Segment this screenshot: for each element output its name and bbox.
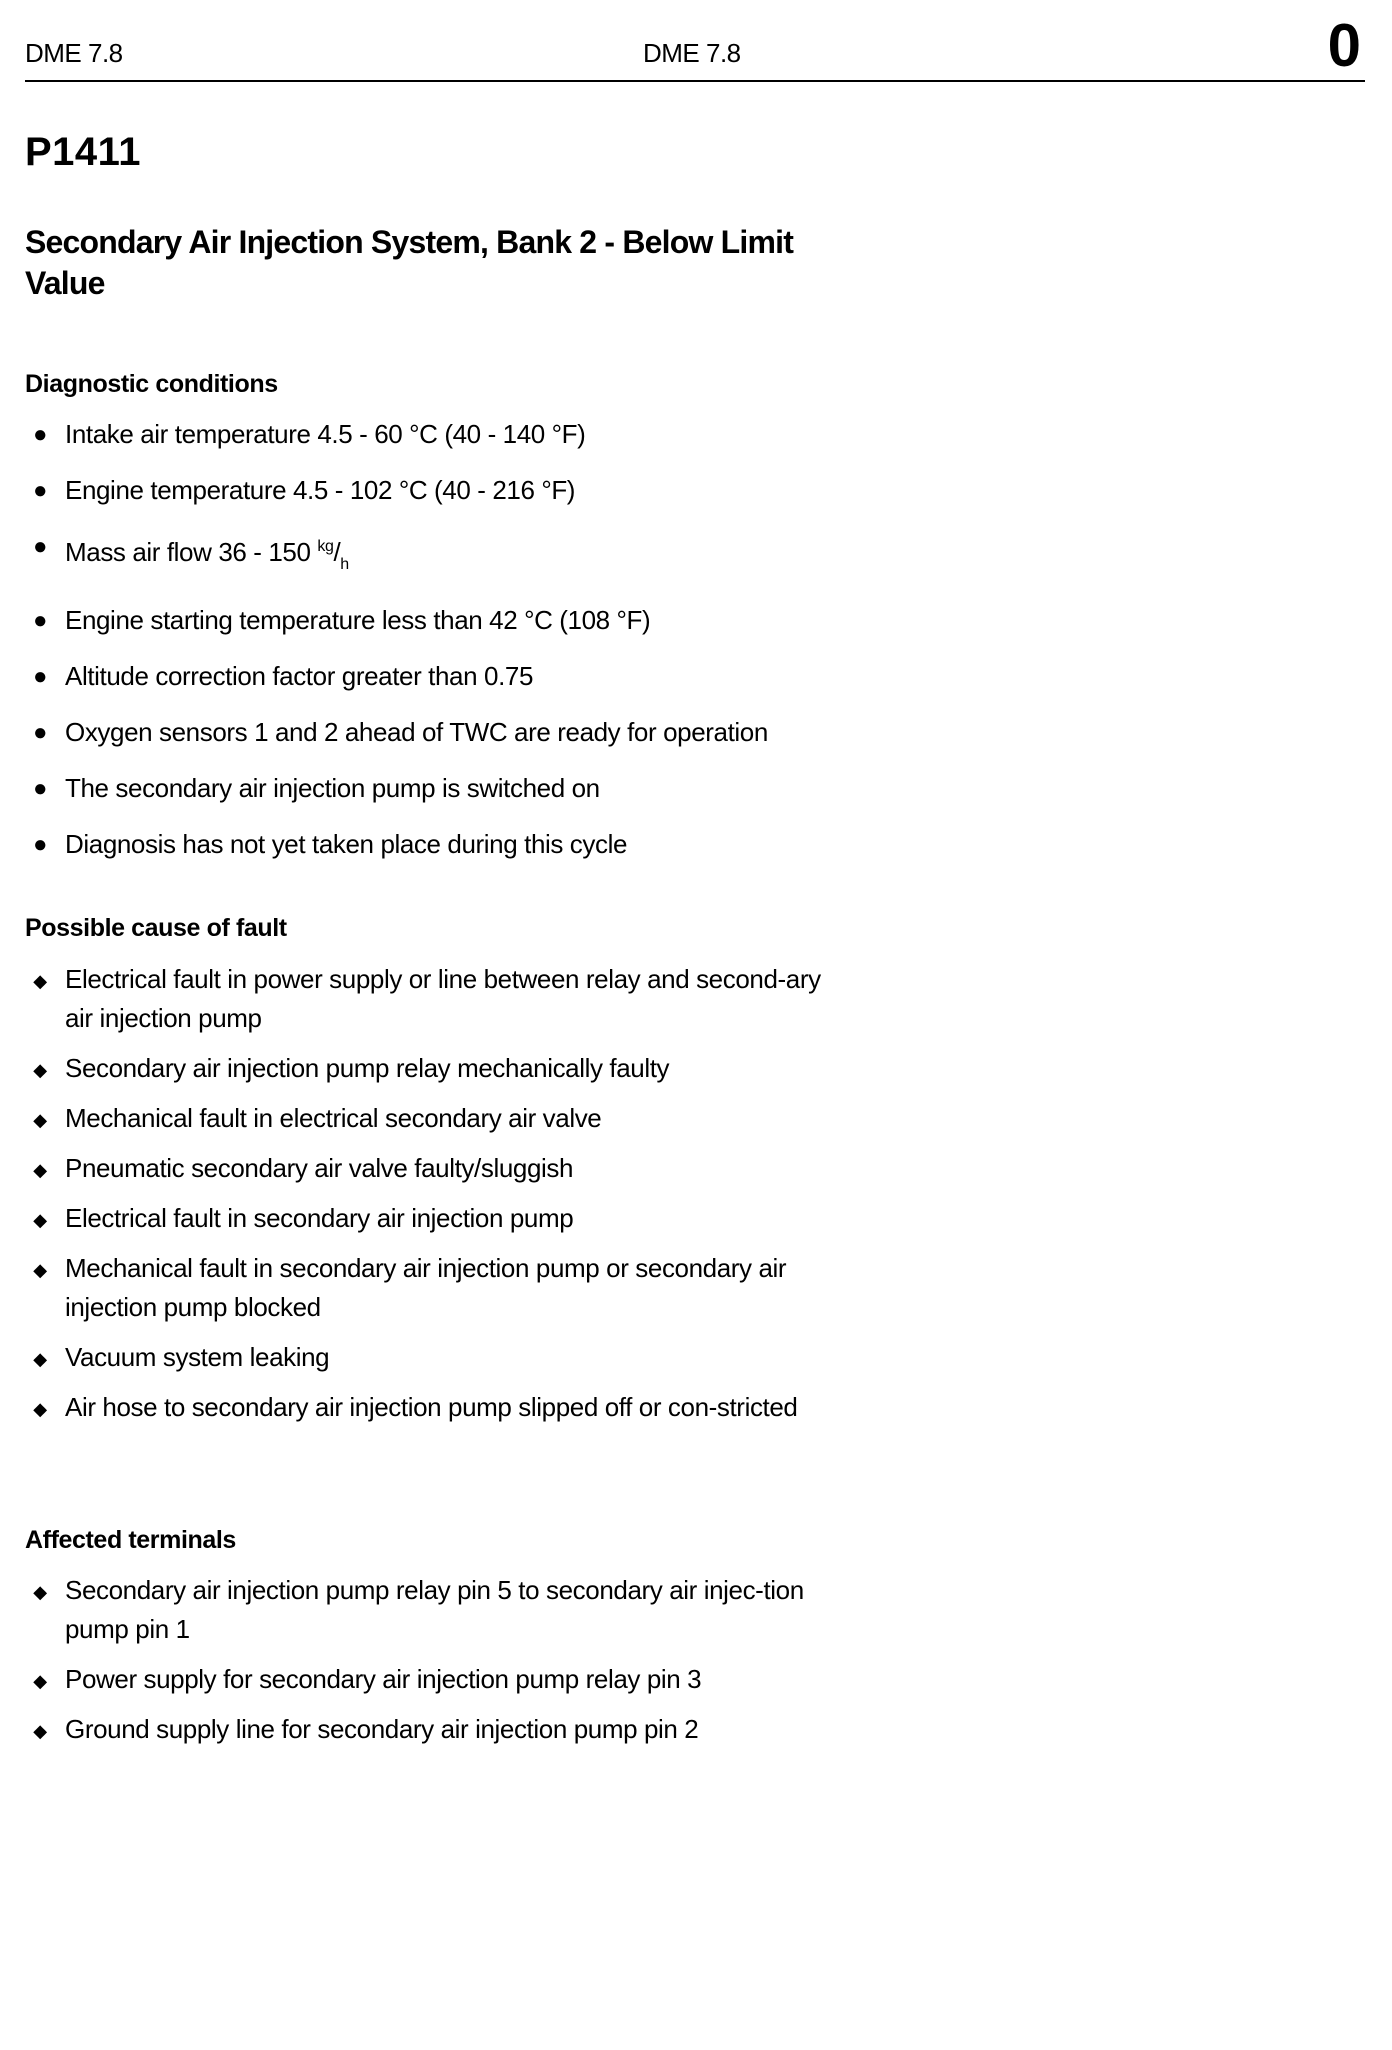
list-item <box>25 1099 825 1138</box>
list-item-text: Electrical fault in power supply or line between relay and second-ary air injection pump <box>65 964 821 1033</box>
diagnostic-conditions-list <box>25 415 825 881</box>
list-item <box>25 1571 825 1649</box>
list-item <box>25 415 825 454</box>
list-item-text: Pneumatic secondary air valve faulty/sluggish <box>65 1153 574 1183</box>
list-item <box>25 960 825 1038</box>
list-item-text: Mechanical fault in secondary air injection pump or secondary air injection pump blocked <box>65 1253 787 1322</box>
bullet-dot-icon: ● <box>32 663 48 690</box>
list-item <box>25 713 825 752</box>
list-item-text: Power supply for secondary air injection pump relay pin 3 <box>65 1664 702 1694</box>
list-item-text: Engine starting temperature less than 42 °C (108 °F) <box>65 605 651 635</box>
bullet-diamond-icon: ◆ <box>33 1110 47 1130</box>
bullet-diamond-icon: ◆ <box>33 1260 47 1280</box>
list-item <box>25 1199 825 1238</box>
bullet-dot-icon: ● <box>32 607 48 634</box>
fault-code: P1411 <box>25 130 141 174</box>
bullet-dot-icon: ● <box>32 533 48 560</box>
bullet-diamond-icon: ◆ <box>33 1399 47 1419</box>
bullet-diamond-icon: ◆ <box>33 971 47 991</box>
list-item-text: The secondary air injection pump is switched on <box>65 773 600 803</box>
list-item <box>25 471 825 510</box>
list-item-text: Secondary air injection pump relay mechanically faulty <box>65 1053 670 1083</box>
bullet-dot-icon: ● <box>32 719 48 746</box>
diagnostic-conditions-heading: Diagnostic conditions <box>25 370 278 398</box>
list-item-text: Mechanical fault in electrical secondary air valve <box>65 1103 602 1133</box>
list-item-text: Intake air temperature 4.5 - 60 °C (40 - 140 °F) <box>65 419 586 449</box>
list-item-text: Engine temperature 4.5 - 102 °C (40 - 216 °F) <box>65 475 576 505</box>
header-center-label: DME 7.8 <box>643 38 741 68</box>
list-item <box>25 657 825 696</box>
list-item-text: Vacuum system leaking <box>65 1342 330 1372</box>
list-item <box>25 769 825 808</box>
bullet-diamond-icon: ◆ <box>33 1721 47 1741</box>
bullet-diamond-icon: ◆ <box>33 1210 47 1230</box>
bullet-diamond-icon: ◆ <box>33 1582 47 1602</box>
header-left-label: DME 7.8 <box>25 38 123 68</box>
list-item-text: Mass air flow 36 - 150 $^{kg}/_h$ <box>65 537 349 573</box>
affected-terminals-list <box>25 1571 825 1760</box>
list-item <box>25 1660 825 1699</box>
list-item-text: Diagnosis has not yet taken place during this cycle <box>65 829 628 859</box>
bullet-diamond-icon: ◆ <box>33 1671 47 1691</box>
bullet-dot-icon: ● <box>32 831 48 858</box>
list-item-text: Oxygen sensors 1 and 2 ahead of TWC are ready for operation <box>65 717 768 747</box>
list-item <box>25 1249 825 1327</box>
possible-cause-list <box>25 960 825 1438</box>
bullet-diamond-icon: ◆ <box>33 1160 47 1180</box>
page-header <box>25 12 1365 82</box>
fault-title: Secondary Air Injection System, Bank 2 - Below Limit Value <box>25 224 794 301</box>
list-item-text: Air hose to secondary air injection pump slipped off or con-stricted <box>65 1392 798 1422</box>
list-item <box>25 825 825 864</box>
list-item <box>25 601 825 640</box>
bullet-diamond-icon: ◆ <box>33 1349 47 1369</box>
list-item <box>25 1388 825 1427</box>
bullet-dot-icon: ● <box>32 421 48 448</box>
list-item <box>25 1149 825 1188</box>
list-item <box>25 1710 825 1749</box>
bullet-diamond-icon: ◆ <box>33 1060 47 1080</box>
section-number: 0 <box>1327 12 1361 79</box>
list-item <box>25 1049 825 1088</box>
page-content <box>25 130 825 1744</box>
list-item-text: Secondary air injection pump relay pin 5 to secondary air injec-tion pump pin 1 <box>65 1575 804 1644</box>
list-item-text: Altitude correction factor greater than 0.75 <box>65 661 534 691</box>
list-item-text: Ground supply line for secondary air injection pump pin 2 <box>65 1714 699 1744</box>
affected-terminals-heading: Affected terminals <box>25 1526 236 1554</box>
possible-cause-heading: Possible cause of fault <box>25 914 287 942</box>
list-item-text: Electrical fault in secondary air injection pump <box>65 1203 574 1233</box>
bullet-dot-icon: ● <box>32 775 48 802</box>
list-item <box>25 1338 825 1377</box>
bullet-dot-icon: ● <box>32 477 48 504</box>
list-item <box>25 527 825 584</box>
